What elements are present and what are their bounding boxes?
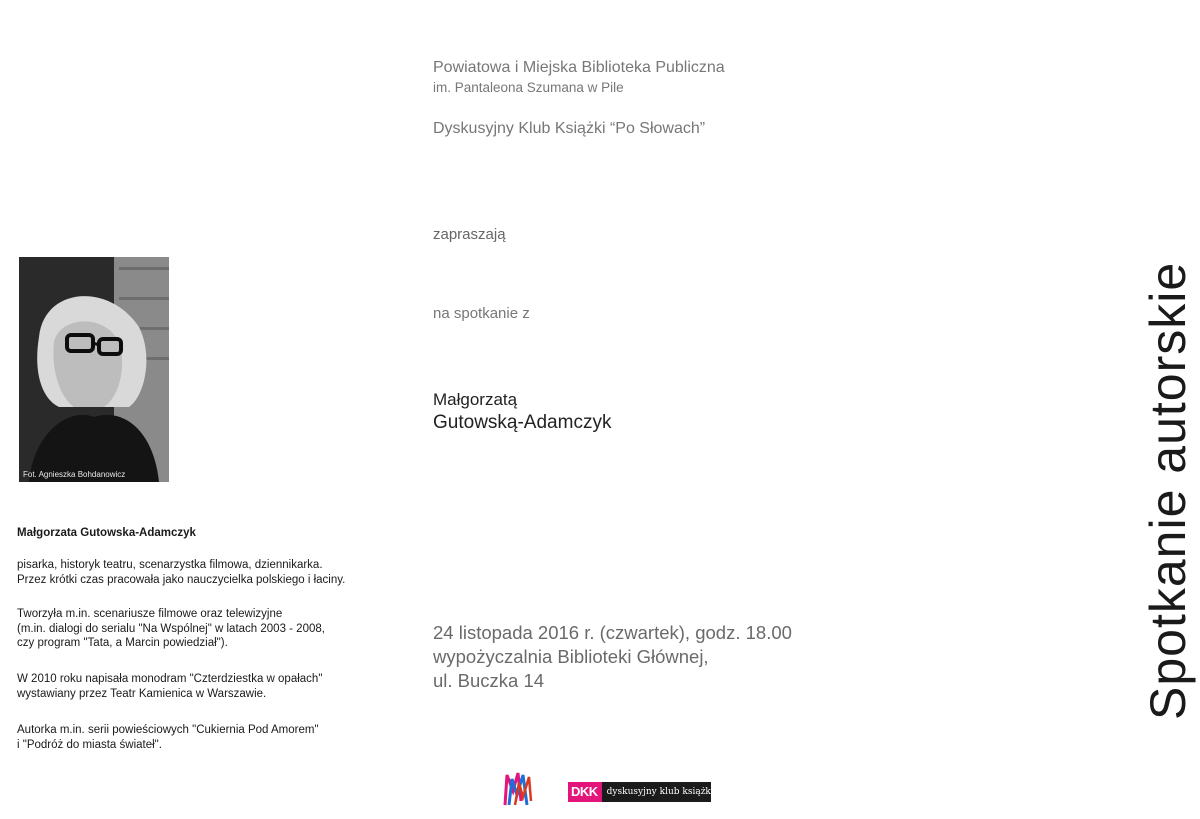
bio-paragraph-3 [17,672,397,701]
bio-line: czy program "Tata, a Marcin powiedział"). [17,637,228,649]
event-details [433,621,792,693]
author-last-name: Gutowską-Adamczyk [433,412,612,433]
event-date: 24 listopada 2016 r. (czwartek), godz. 18.00 [433,622,792,643]
bio-line: Przez krótki czas pracowała jako nauczycielka polskiego i łaciny. [17,573,346,586]
bio-line: (m.in. dialogi do serialu "Na Wspólnej" w latach 2003 - 2008, [17,622,325,635]
portrait-illustration [19,257,169,482]
bio-paragraph-4 [17,723,397,752]
bio-line: i "Podróż do miasta świateł". [17,738,162,751]
meeting-text: na spotkanie z [433,305,530,322]
author-photo [19,257,169,482]
invite-text: zapraszają [433,226,506,243]
bio-line: Autorka m.in. serii powieściowych "Cukiernia Pod Amorem" [17,724,319,736]
library-logo-icon [503,771,533,807]
bio-line: Tworzyła m.in. scenariusze filmowe oraz telewizyjne [17,608,283,620]
dkk-text: dyskusyjny klub książki [606,787,714,797]
vertical-title: Spotkanie autorskie [1140,261,1196,720]
bio-line: W 2010 roku napisała monodram "Czterdziestka w opałach" [17,673,323,685]
library-patron: im. Pantaleona Szumana w Pile [433,80,624,95]
author-first-name: Małgorzatą [433,390,518,409]
event-address: ul. Buczka 14 [433,670,545,691]
dkk-logo [568,782,714,802]
photo-credit: Fot. Agnieszka Bohdanowicz [23,470,126,479]
club-name: Dyskusyjny Klub Książki “Po Słowach” [433,120,706,137]
bio-line: pisarka, historyk teatru, scenarzystka filmowa, dziennikarka. [17,559,323,571]
library-logo [503,771,533,807]
bio-paragraph-1 [17,558,397,587]
event-venue: wypożyczalnia Biblioteki Głównej, [433,646,709,667]
bio-line: wystawiany przez Teatr Kamienica w Warszawie. [17,687,267,700]
bio-paragraph-2 [17,607,397,651]
bio-name: Małgorzata Gutowska-Adamczyk [17,527,196,539]
dkk-mark: DKK [568,782,602,802]
library-name: Powiatowa i Miejska Biblioteka Publiczna [433,59,725,76]
